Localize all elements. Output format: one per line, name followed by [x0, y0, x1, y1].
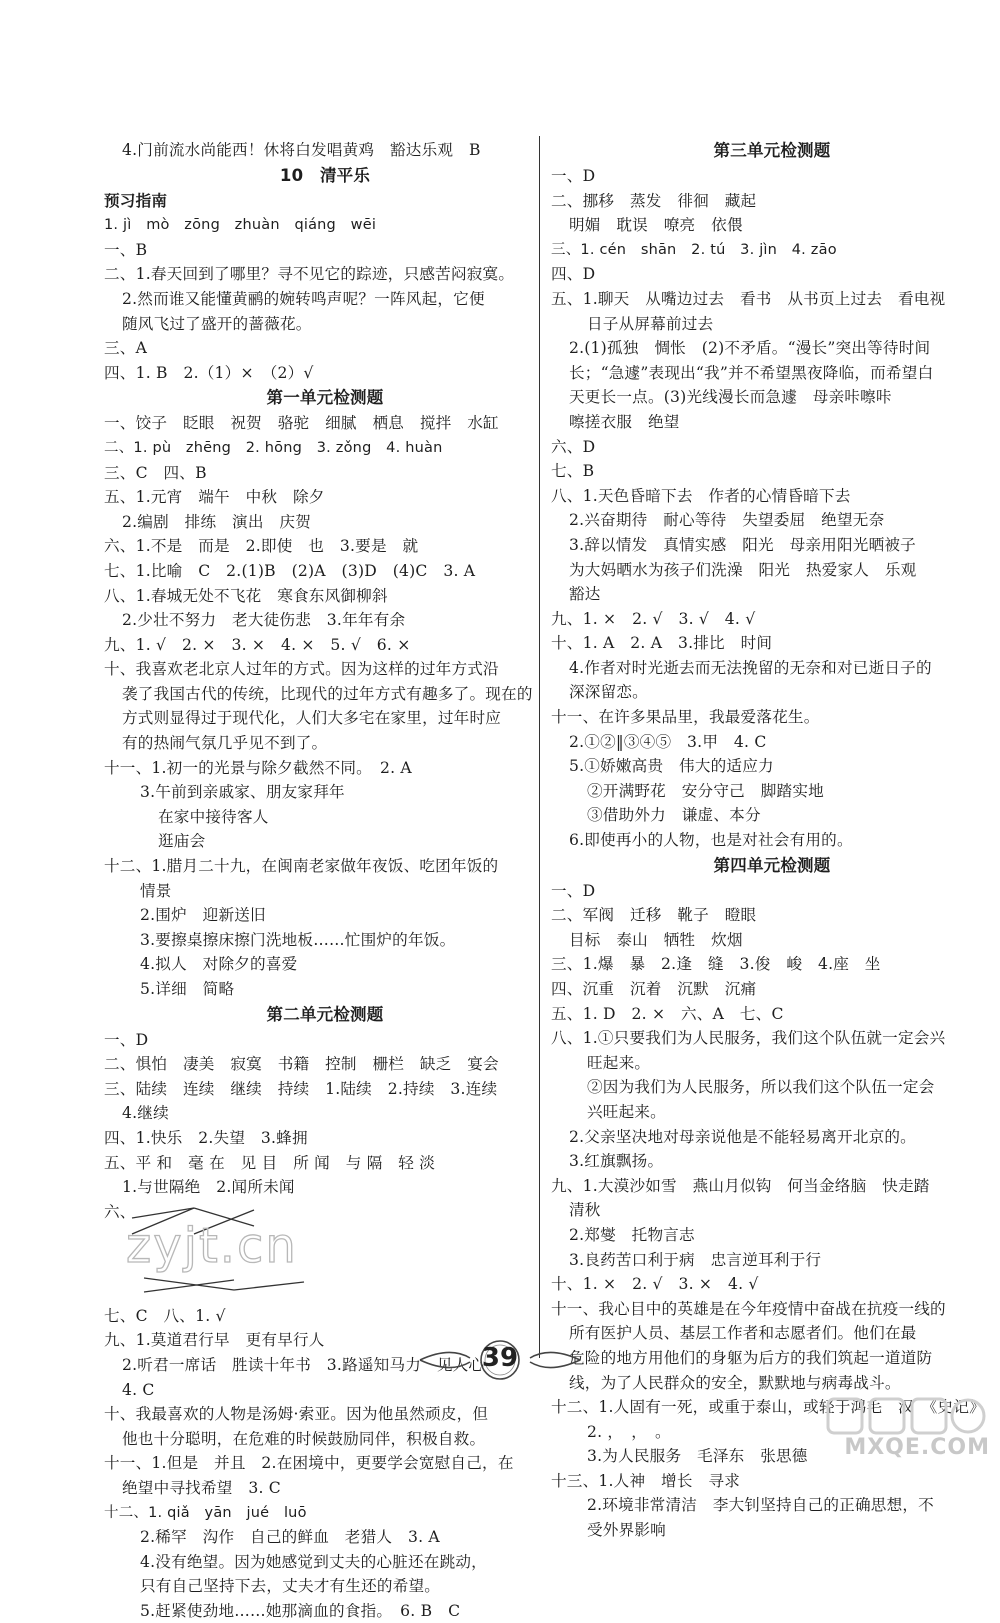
answer-logo-icon — [820, 1395, 990, 1439]
answer-line: 明媚 耽误 嘹亮 依偎 — [569, 216, 743, 235]
answer-line: 2.听君一席话 胜读十年书 3.路遥知马力 见人心 — [122, 1355, 485, 1374]
answer-line: 4.没有绝望。因为她感觉到丈夫的心脏还在跳动， — [140, 1552, 487, 1571]
answer-line: 八、1.①只要我们为人民服务，我们这个队伍就一定会兴 — [551, 1029, 946, 1048]
answer-line: 七、1.比喻 C 2.(1)B (2)A (3)D (4)C 3. A — [104, 561, 476, 580]
answer-column-left — [104, 138, 546, 1623]
answer-line: 十一、1.初一的光景与除夕截然不同。 2. A — [104, 758, 412, 777]
answer-line: 八、1.春城无处不飞花 寒食东风御柳斜 — [104, 586, 388, 605]
answer-line: 一、B — [104, 240, 148, 259]
matching-figure — [104, 1200, 546, 1304]
answer-line: 二、军阀 迁移 靴子 瞪眼 — [551, 906, 757, 925]
answer-line: 4.作者对时光逝去而无法挽留的无奈和对已逝日子的 — [569, 658, 932, 677]
answer-line: 2.编剧 排练 演出 庆贺 — [122, 512, 312, 531]
answer-line: 4.继续 — [122, 1104, 169, 1123]
answer-line: 在家中接待客人 — [158, 807, 269, 826]
answer-line: 九、1.莫道君行早 更有早行人 — [104, 1331, 325, 1350]
answer-line: 2.环境非常清洁 李大钊坚持自己的正确思想，不 — [587, 1496, 934, 1515]
answer-line: 二、1. pù zhēng 2. hōng 3. zǒng 4. huàn — [104, 439, 443, 456]
answer-line: 2.少壮不努力 老大徒伤悲 3.年年有余 — [122, 611, 406, 630]
match-line — [132, 1208, 194, 1218]
answer-line: 逛庙会 — [158, 832, 206, 851]
answer-line: 2.①②‖③④⑤ 3.甲 4. C — [569, 732, 767, 751]
answer-line: 清秋 — [569, 1201, 601, 1220]
answer-line: 五、平 和 毫 在 见 目 所 闻 与 隔 轻 淡 — [104, 1153, 436, 1172]
answer-line: 2.兴奋期待 耐心等待 失望委屈 绝望无奈 — [569, 511, 885, 530]
figure-label: 六、 — [104, 1202, 136, 1221]
brand-text: MXQE.COM — [844, 1435, 990, 1460]
answer-line: 三、A — [104, 339, 148, 358]
answer-line: 二、1.春天回到了哪里？寻不见它的踪迹，只感苦闷寂寞。 — [104, 265, 515, 284]
answer-line: 九、1. × 2. √ 3. √ 4. √ — [551, 609, 756, 628]
answer-line: 十、1. × 2. √ 3. × 4. √ — [551, 1275, 759, 1294]
match-line — [144, 1280, 234, 1292]
answer-line: 他也十分聪明，在危难的时候鼓励同伴，积极自救。 — [122, 1429, 486, 1448]
match-line — [144, 1278, 234, 1290]
answer-line: 九、1.大漠沙如雪 燕山月似钩 何当金络脑 快走踏 — [551, 1176, 930, 1195]
answer-line: 二、惧怕 凄美 寂寞 书籍 控制 栅栏 缺乏 宴会 — [104, 1055, 499, 1074]
answer-line: 线，为了人民群众的安全，默默地与病毒战斗。 — [569, 1373, 901, 1392]
answer-line: 四、沉重 沉着 沉默 沉痛 — [551, 980, 757, 998]
answer-line: 3.辞以情发 真情实感 阳光 母亲用阳光晒被子 — [569, 535, 916, 554]
answer-line: 随风飞过了盛开的蔷薇花。 — [122, 314, 312, 333]
answer-line: 六、1.不是 而是 2.即使 也 3.要是 就 — [104, 537, 419, 556]
answer-line: 4. C — [122, 1380, 155, 1399]
match-line — [234, 1282, 304, 1290]
answer-line: 四、D — [551, 265, 596, 284]
answer-line: 五、1. D 2. × 六、A 七、C — [551, 1004, 784, 1023]
section-title: 第三单元检测题 — [713, 141, 831, 160]
answer-line: 长；“急遽”表现出“我”并不希望黑夜降临，而希望白 — [569, 363, 934, 382]
section-title: 第四单元检测题 — [713, 855, 831, 875]
answer-line: 十二、1. qiǎ yān jué luō — [104, 1504, 307, 1521]
answer-line: ②因为我们为人民服务，所以我们这个队伍一定会 — [587, 1078, 935, 1097]
answer-line: 方式则显得过于现代化，人们大多宅在家里，过年时应 — [122, 709, 502, 728]
answer-line: 日子从屏幕前过去 — [587, 314, 714, 333]
answer-line: 十二、1.腊月二十九，在闽南老家做年夜饭、吃团年饭的 — [104, 857, 499, 876]
answer-line: 危险的地方用他们的身躯为后方的我们筑起一道道防 — [569, 1348, 933, 1367]
answer-line: 1.与世隔绝 2.闻所未闻 — [122, 1178, 295, 1197]
answer-line: 情景 — [140, 881, 172, 900]
answer-column-right — [551, 138, 993, 1543]
answer-line: 有的热闹气氛几乎见不到了。 — [122, 734, 328, 753]
answer-line: ②开满野花 安分守己 脚踏实地 — [587, 781, 824, 800]
answer-line: 深深留恋。 — [569, 683, 648, 702]
answer-line: 八、1.天色昏暗下去 作者的心情昏暗下去 — [551, 486, 851, 505]
answer-line: 七、C 八、1. √ — [104, 1306, 226, 1325]
section-title: 第一单元检测题 — [266, 388, 384, 408]
answer-line: 十、我最喜欢的人物是汤姆·索亚。因为他虽然顽皮，但 — [104, 1405, 489, 1424]
page-number: 39 — [481, 1343, 519, 1373]
answer-line: 2.郑燮 托物言志 — [569, 1225, 695, 1244]
answer-line: 嚓搓衣服 绝望 — [569, 412, 680, 431]
answer-line: 十一、1.但是 并且 2.在困境中，更要学会宽慰自己，在 — [104, 1454, 514, 1473]
answer-line: 4.门前流水尚能西！休将白发唱黄鸡 豁达乐观 B — [122, 141, 481, 159]
answer-line: 一、D — [104, 1030, 149, 1049]
answer-line: 三、1. cén shān 2. tú 3. jìn 4. zāo — [551, 241, 837, 258]
answer-line: 3.红旗飘扬。 — [569, 1152, 664, 1171]
answer-line: 所有医护人员、基层工作者和志愿者们。他们在最 — [569, 1324, 917, 1343]
answer-line: 六、D — [551, 437, 596, 456]
answer-line: 四、1. B 2.（1）× （2）√ — [104, 363, 314, 382]
answer-line: 一、D — [551, 167, 596, 185]
answer-line: 七、B — [551, 462, 595, 481]
answer-line: 二、挪移 蒸发 徘徊 藏起 — [551, 191, 757, 210]
answer-line: 三、陆续 连续 继续 持续 1.陆续 2.持续 3.连续 — [104, 1079, 498, 1098]
answer-line: 绝望中寻找希望 3. C — [122, 1478, 281, 1497]
answer-line: 五、1.元宵 端午 中秋 除夕 — [104, 488, 325, 507]
watermark-text: zyjt.cn — [126, 1217, 298, 1274]
answer-line: 3.良药苦口利于病 忠言逆耳利于行 — [569, 1250, 822, 1269]
answer-line: 3.要擦桌擦床擦门洗地板……忙围炉的年饭。 — [140, 930, 456, 949]
answer-line: 天更长一点。(3)光线漫长而急遽 母亲咔嚓咔 — [569, 388, 892, 407]
answer-line: 三、C 四、B — [104, 463, 207, 482]
answer-line: 袭了我国古代的传统，比现代的过年方式有趣多了。现在的 — [122, 684, 533, 703]
answer-line: ③借助外力 谦虚、本分 — [587, 806, 761, 825]
answer-line: 九、1. √ 2. × 3. × 4. × 5. √ 6. × — [104, 635, 411, 654]
answer-line: 十三、1.人神 增长 寻求 — [551, 1471, 741, 1490]
answer-line: 目标 泰山 牺牲 炊烟 — [569, 930, 743, 949]
answer-line: 2.父亲坚决地对母亲说他是不能轻易离开北京的。 — [569, 1127, 916, 1146]
answer-line: 旺起来。 — [587, 1053, 651, 1072]
answer-line: 5.①娇嫩高贵 伟大的适应力 — [569, 757, 774, 776]
answer-line: 2.稀罕 沟作 自己的鲜血 老猎人 3. A — [140, 1528, 440, 1547]
matching-lines-diagram — [104, 1200, 434, 1304]
answer-line: 受外界影响 — [587, 1521, 666, 1540]
answer-line: 十二、1.人固有一死，或重于泰山，或轻于鸿毛 汉 《史记》 — [551, 1398, 985, 1417]
answer-line: 三、1.爆 暴 2.逢 缝 3.俊 峻 4.座 坐 — [551, 955, 881, 974]
answer-line: 十一、我心目中的英雄是在今年疫情中奋战在抗疫一线的 — [551, 1299, 946, 1318]
answer-line: 一、饺子 眨眼 祝贺 骆驼 细腻 栖息 搅拌 水缸 — [104, 414, 499, 433]
answer-line: 4.拟人 对除夕的喜爱 — [140, 955, 298, 974]
answer-line: 1. jì mò zōng zhuàn qiáng wēi — [104, 217, 377, 234]
answer-line: 兴旺起来。 — [587, 1102, 666, 1121]
answer-line: 6.即使再小的人物，也是对社会有用的。 — [569, 831, 853, 850]
section-title: 第二单元检测题 — [266, 1004, 384, 1024]
answer-line: 2.然而谁又能懂黄鹂的婉转鸣声呢？一阵风起，它便 — [122, 289, 485, 308]
answer-line: 2.(1)孤独 惆怅 (2)不矛盾。“漫长”突出等待时间 — [569, 339, 931, 358]
answer-line: 5.详细 简略 — [140, 980, 235, 998]
answer-line: 2. ， ， 。 — [587, 1422, 671, 1441]
watermark-logo — [820, 1395, 990, 1465]
answer-line: 十、1. A 2. A 3.排比 时间 — [551, 634, 773, 653]
answer-line: 十一、在许多果品里，我最爱落花生。 — [551, 708, 820, 727]
answer-line: 3.为人民服务 毛泽东 张思德 — [587, 1447, 808, 1466]
answer-line: 十、我喜欢老北京人过年的方式。因为这样的过年方式沿 — [104, 660, 499, 679]
answer-line: 3.午前到亲戚家、朋友家拜年 — [140, 783, 345, 802]
answer-line: 为大妈晒水为孩子们洗澡 阳光 热爱家人 乐观 — [569, 560, 917, 579]
answer-line: 5.赶紧使劲地……她那滴血的食指。 6. B C — [140, 1601, 461, 1620]
answer-line: 2.围炉 迎新送旧 — [140, 906, 266, 925]
answer-line: 五、1.聊天 从嘴边过去 看书 从书页上过去 看电视 — [551, 289, 946, 308]
answer-line: 四、1.快乐 2.失望 3.蜂拥 — [104, 1128, 308, 1147]
section-title: 10 清平乐 — [279, 165, 371, 185]
answer-line: 豁达 — [569, 585, 601, 604]
answer-line: 只有自己坚持下去，丈夫才有生还的希望。 — [140, 1577, 441, 1596]
answer-line: 一、D — [551, 881, 596, 900]
answer-line: 预习指南 — [104, 191, 168, 210]
page-number-ornament — [0, 1340, 1000, 1380]
